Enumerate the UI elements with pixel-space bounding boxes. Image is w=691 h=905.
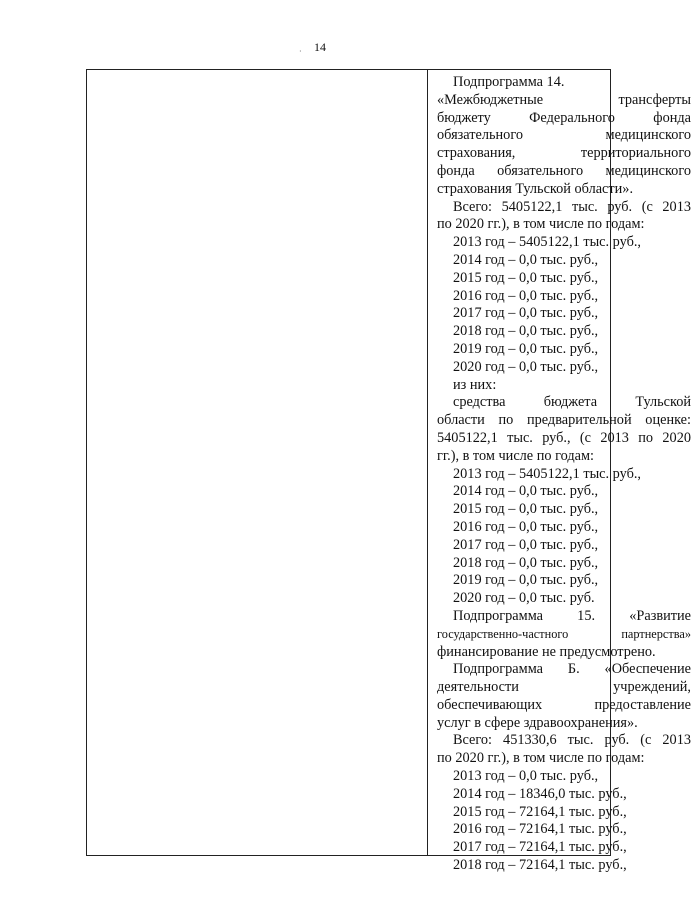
text-line: 2013 год – 0,0 тыс. руб., — [453, 768, 599, 785]
text-line: 5405122,1 тыс. руб., (с 2013 по 2020 — [437, 429, 691, 446]
text-line: 2018 год – 0,0 тыс. руб., — [453, 554, 599, 571]
text-line: 2018 год – 72164,1 тыс. руб., — [453, 857, 627, 874]
text-line: деятельности учреждений, — [437, 679, 691, 696]
text-line: гг.), в том числе по годам: — [437, 447, 594, 464]
column-divider — [427, 70, 428, 855]
text-line: Всего: 5405122,1 тыс. руб. (с 2013 — [453, 198, 691, 215]
text-line: 2016 год – 0,0 тыс. руб., — [453, 518, 599, 535]
text-line: Подпрограмма 14. — [453, 74, 565, 90]
text-line: 2015 год – 72164,1 тыс. руб., — [453, 803, 627, 820]
text-line: Подпрограмма Б. «Обеспечение — [453, 661, 691, 678]
text-line: 2013 год – 5405122,1 тыс. руб., — [453, 234, 642, 251]
text-line: фонда обязательного медицинского — [437, 162, 691, 179]
text-line: по 2020 гг.), в том числе по годам: — [437, 216, 645, 233]
text-line: 2016 год – 0,0 тыс. руб., — [453, 287, 599, 304]
text-line: 2016 год – 72164,1 тыс. руб., — [453, 821, 627, 838]
text-line: 2015 год – 0,0 тыс. руб., — [453, 269, 599, 286]
text-line: услуг в сфере здравоохранения». — [437, 714, 638, 731]
text-line: 2014 год – 0,0 тыс. руб., — [453, 251, 599, 268]
text-line: 2019 год – 0,0 тыс. руб., — [453, 572, 599, 589]
text-line: страхования Тульской области». — [437, 180, 634, 197]
text-line: 2017 год – 0,0 тыс. руб., — [453, 305, 599, 322]
text-line: государственно-частного партнерства» — [437, 626, 691, 641]
text-line: Всего: 451330,6 тыс. руб. (с 2013 — [453, 732, 691, 749]
text-line: 2015 год – 0,0 тыс. руб., — [453, 501, 599, 518]
text-line: области по предварительной оценке: — [437, 412, 691, 429]
text-line: обязательного медицинского — [437, 127, 691, 144]
text-line: 2020 год – 0,0 тыс. руб., — [453, 358, 599, 375]
text-line: финансирование не предусмотрено. — [437, 643, 656, 660]
text-line: 2018 год – 0,0 тыс. руб., — [453, 323, 599, 340]
text-line: средства бюджета Тульской — [453, 394, 691, 411]
text-line: обеспечивающих предоставление — [437, 696, 691, 713]
text-line: 2017 год – 0,0 тыс. руб., — [453, 536, 599, 553]
text-line: из них: — [453, 376, 497, 393]
text-line: 2014 год – 0,0 тыс. руб., — [453, 483, 599, 500]
text-line: Подпрограмма 15. «Развитие — [453, 607, 691, 624]
text-line: 2020 год – 0,0 тыс. руб. — [453, 590, 595, 607]
text-line: по 2020 гг.), в том числе по годам: — [437, 750, 645, 767]
text-line: 2019 год – 0,0 тыс. руб., — [453, 340, 599, 357]
text-line: страхования, территориального — [437, 145, 691, 162]
text-line: 2017 год – 72164,1 тыс. руб., — [453, 839, 627, 856]
scan-dot: · — [299, 47, 302, 56]
right-cell-text — [437, 74, 691, 875]
text-line: 2014 год – 18346,0 тыс. руб., — [453, 785, 627, 802]
text-line: «Межбюджетные трансферты — [437, 91, 691, 108]
page-number: 14 — [314, 40, 326, 54]
text-line: 2013 год – 5405122,1 тыс. руб., — [453, 465, 642, 482]
document-table — [86, 69, 691, 874]
text-line: бюджету Федерального фонда — [437, 109, 691, 126]
